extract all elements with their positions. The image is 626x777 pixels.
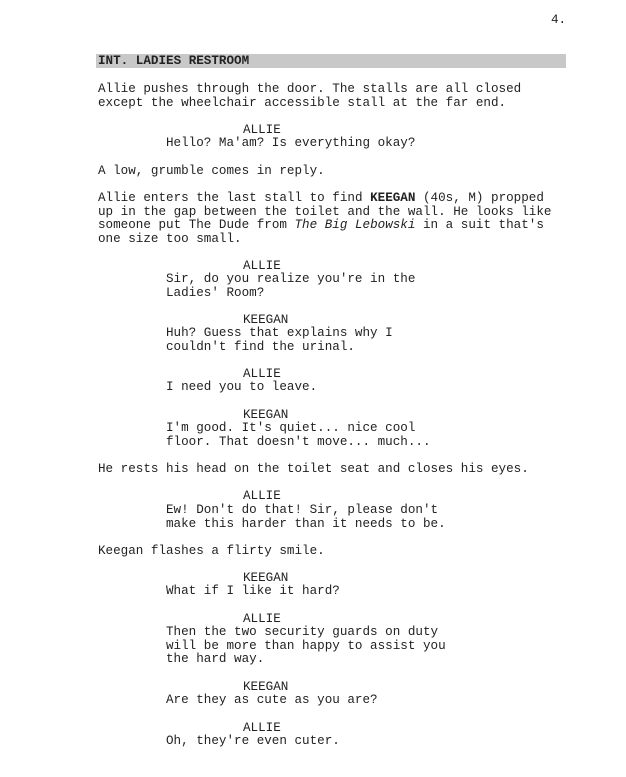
- dialogue: I'm good. It's quiet... nice cool floor. That doesn't move... much...: [166, 421, 431, 449]
- character-name: KEEGAN: [243, 313, 289, 327]
- character-name: ALLIE: [243, 612, 281, 626]
- character-name: ALLIE: [243, 721, 281, 735]
- action-text: in a suit that's one size too small.: [98, 218, 544, 246]
- character-name: ALLIE: [243, 489, 281, 503]
- dialogue: Ew! Don't do that! Sir, please don't make this harder than it needs to be.: [166, 503, 446, 531]
- dialogue: Then the two security guards on duty will be more than happy to assist you the hard way.: [166, 625, 446, 667]
- dialogue: Sir, do you realize you're in the Ladies' Room?: [166, 272, 416, 300]
- action-text: Allie enters the last stall to find: [98, 191, 371, 205]
- action-line: A low, grumble comes in reply.: [98, 164, 325, 178]
- dialogue: Hello? Ma'am? Is everything okay?: [166, 136, 416, 150]
- character-name: KEEGAN: [243, 680, 289, 694]
- film-title: The Big Lebowski: [294, 218, 416, 233]
- character-intro: KEEGAN: [370, 191, 416, 205]
- dialogue: Are they as cute as you are?: [166, 693, 378, 707]
- action-text: (40s, M) propped up in the gap between the toilet and the wall. He looks like someone put The Dude from: [98, 191, 552, 233]
- dialogue: Huh? Guess that explains why I couldn't find the urinal.: [166, 326, 393, 354]
- character-name: ALLIE: [243, 367, 281, 381]
- action-line: Allie pushes through the door. The stalls are all closed except the wheelchair accessible stall at the far end.: [98, 82, 522, 110]
- dialogue: I need you to leave.: [166, 380, 318, 394]
- dialogue: What if I like it hard?: [166, 584, 340, 598]
- character-name: ALLIE: [243, 123, 281, 137]
- character-name: KEEGAN: [243, 571, 289, 585]
- page-number: 4.: [551, 13, 567, 27]
- action-line: [98, 192, 568, 246]
- character-name: KEEGAN: [243, 408, 289, 422]
- action-line: Keegan flashes a flirty smile.: [98, 544, 325, 558]
- dialogue: Oh, they're even cuter.: [166, 734, 340, 748]
- character-name: ALLIE: [243, 259, 281, 273]
- scene-heading: INT. LADIES RESTROOM: [96, 54, 566, 68]
- action-line: He rests his head on the toilet seat and closes his eyes.: [98, 462, 529, 476]
